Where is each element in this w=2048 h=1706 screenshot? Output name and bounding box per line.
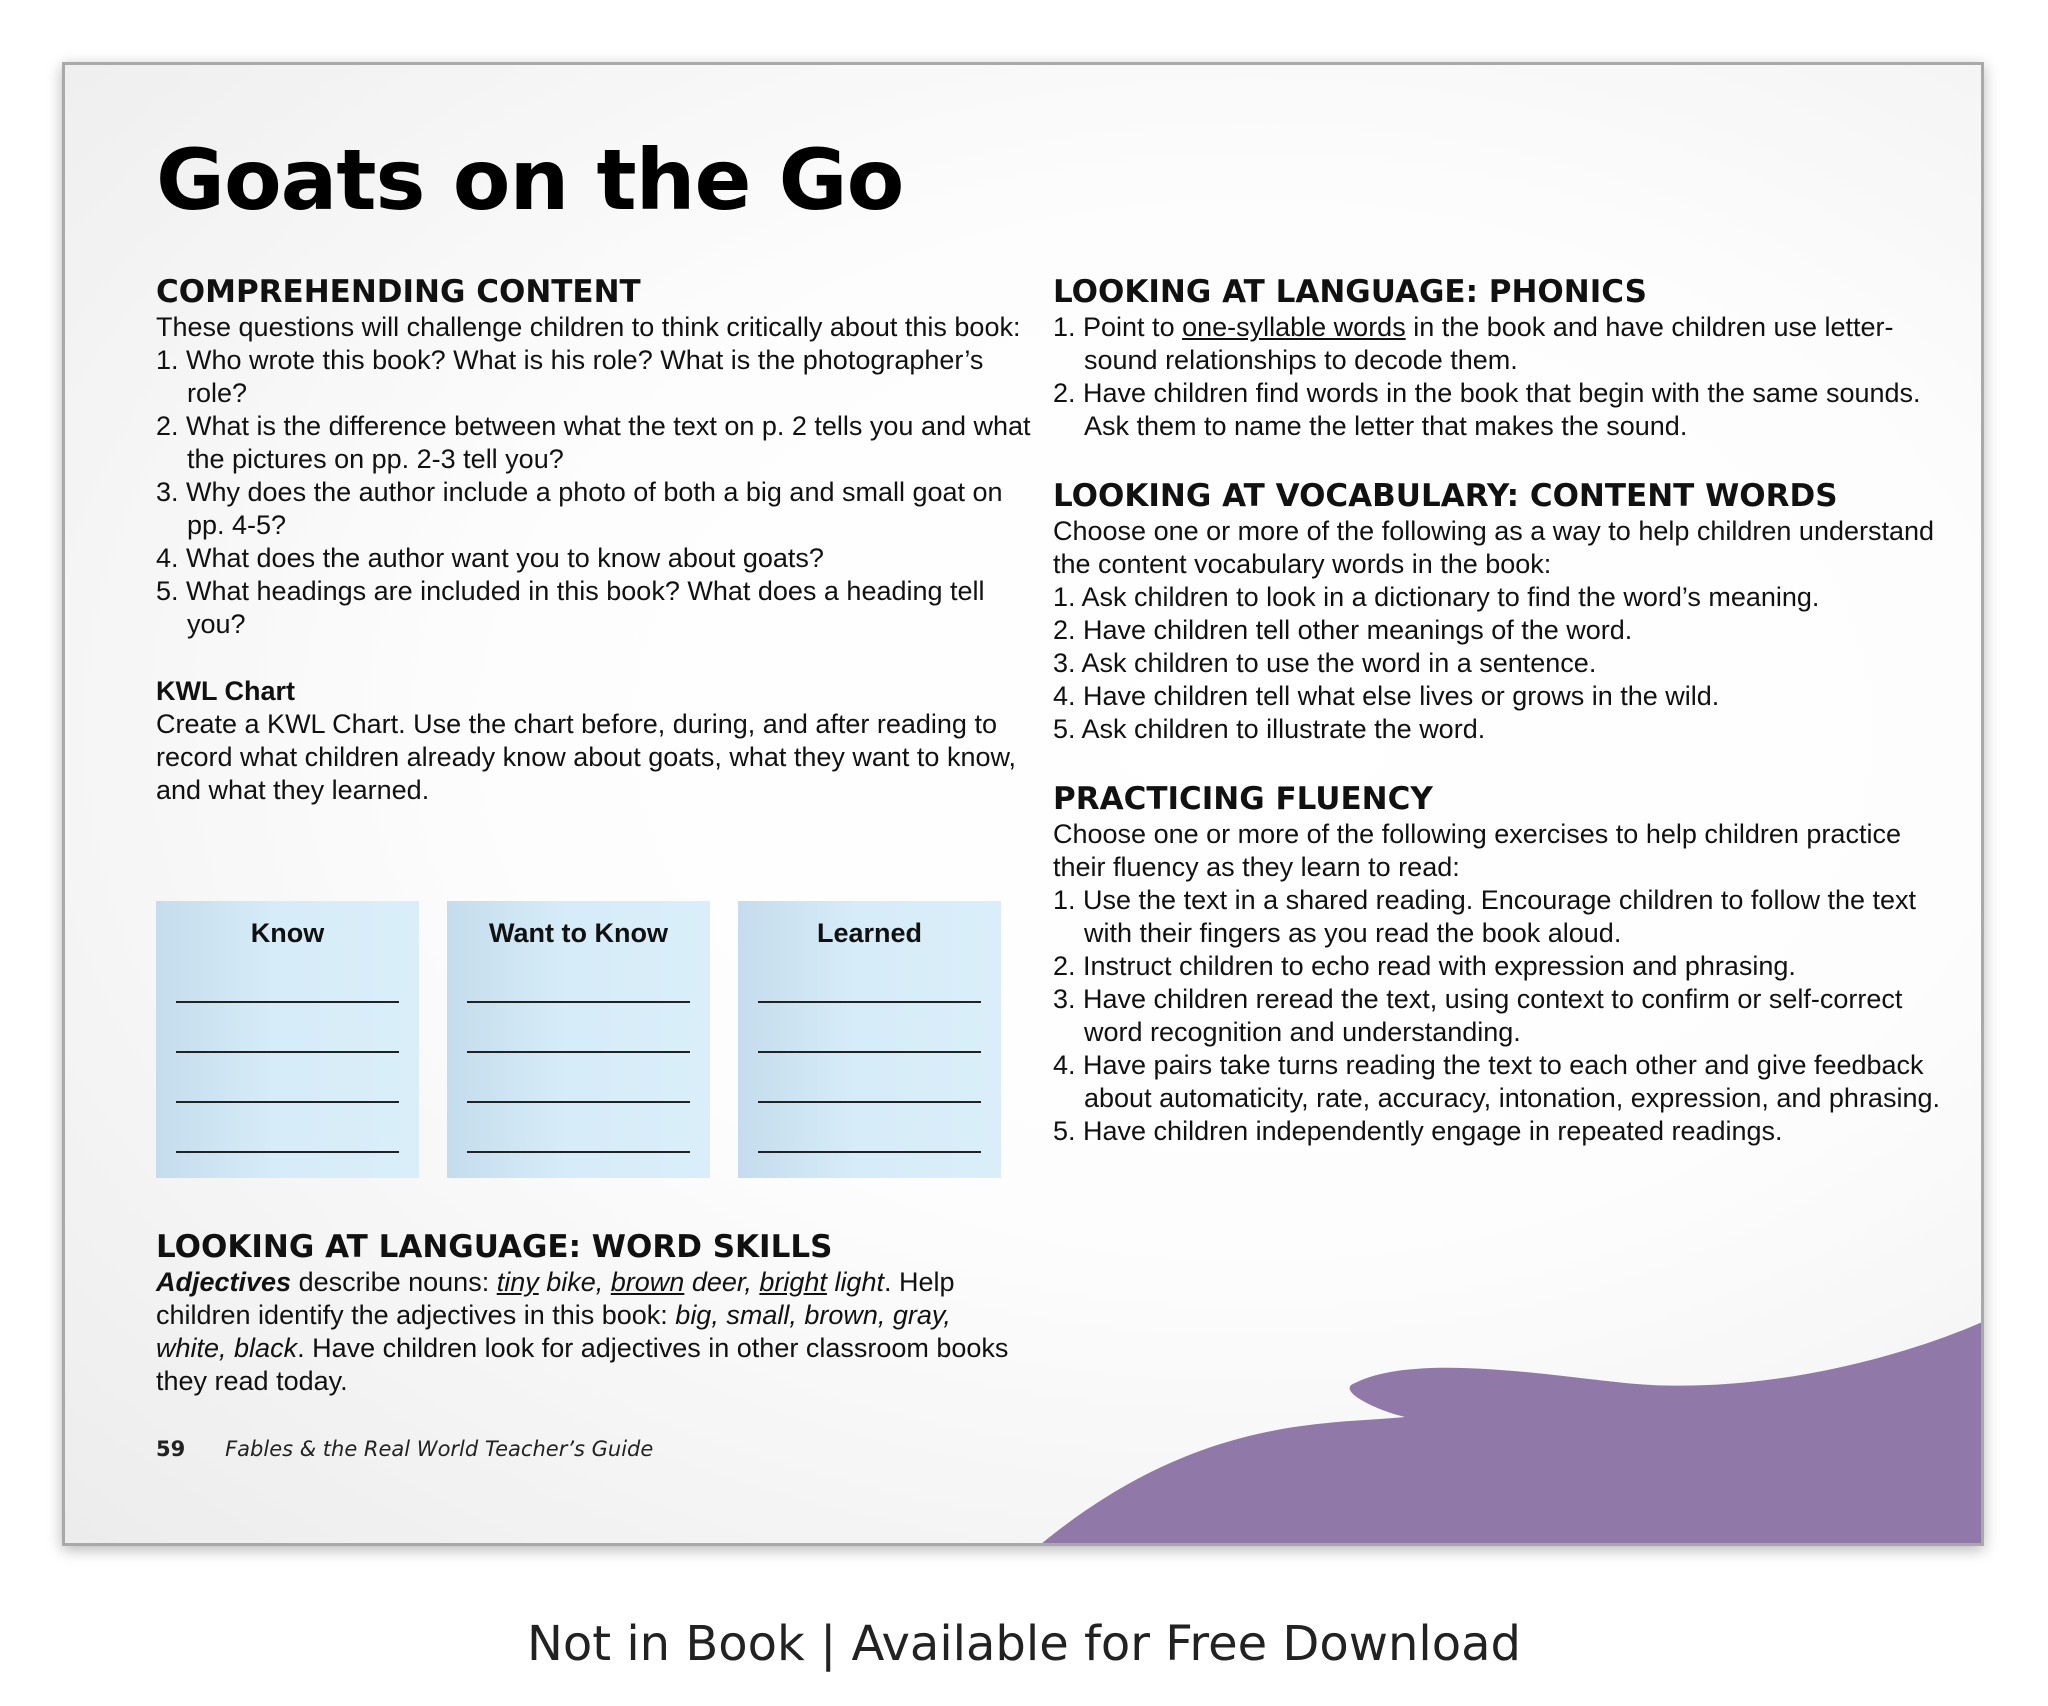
fluency-intro: Choose one or more of the following exercises to help children practice their fluency as they learn to read: bbox=[1053, 819, 1901, 882]
example-adjective: bright bbox=[759, 1267, 827, 1297]
word-skills-text bbox=[156, 1266, 1016, 1398]
comprehending-intro: These questions will challenge children to think critically about this book: bbox=[156, 312, 1021, 342]
kwl-learned-column bbox=[738, 901, 1001, 1178]
kwl-write-line bbox=[467, 1053, 690, 1103]
page-title: Goats on the Go bbox=[156, 131, 904, 229]
comprehending-heading: COMPREHENDING CONTENT bbox=[156, 274, 641, 310]
kwl-write-line bbox=[467, 1003, 690, 1053]
list-item: 2. What is the difference between what the text on p. 2 tells you and what the pictures on pp. 2-3 tell you? bbox=[156, 411, 1031, 474]
example-adjective: tiny bbox=[496, 1267, 539, 1297]
list-item: 1. Use the text in a shared reading. Encourage children to follow the text with their fingers as you read the book aloud. bbox=[1053, 885, 1917, 948]
kwl-heading: KWL Chart bbox=[156, 676, 295, 706]
comprehending-section bbox=[156, 273, 1036, 641]
example-noun: bike, bbox=[538, 1267, 611, 1297]
vocabulary-intro: Choose one or more of the following as a way to help children understand the content vocabulary words in the book: bbox=[1053, 516, 1935, 579]
example-noun: light bbox=[826, 1267, 884, 1297]
comprehending-list bbox=[156, 344, 1036, 641]
kwl-write-line bbox=[758, 953, 981, 1003]
adjective-list: big, small, brown, gray, white, black bbox=[156, 1300, 951, 1363]
example-noun: deer, bbox=[684, 1267, 760, 1297]
example-adjective: brown bbox=[610, 1267, 685, 1297]
kwl-write-line bbox=[176, 1103, 399, 1153]
kwl-write-line bbox=[176, 1053, 399, 1103]
list-item: 4. What does the author want you to know about goats? bbox=[156, 543, 824, 573]
kwl-write-line bbox=[176, 1003, 399, 1053]
list-item: 3. Ask children to use the word in a sentence. bbox=[1053, 648, 1597, 678]
list-item: 2. Have children tell other meanings of the word. bbox=[1053, 615, 1633, 645]
kwl-write-line bbox=[758, 1003, 981, 1053]
fluency-list bbox=[1053, 884, 1953, 1148]
kwl-column-header: Know bbox=[250, 918, 325, 948]
list-item: 3. Why does the author include a photo of both a big and small goat on pp. 4-5? bbox=[156, 477, 1003, 540]
kwl-text: Create a KWL Chart. Use the chart before, during, and after reading to record what children already know about goats, what they want to know, and what they learned. bbox=[156, 709, 1016, 805]
kwl-write-line bbox=[758, 1103, 981, 1153]
kwl-section bbox=[156, 675, 1036, 807]
phonics-heading: LOOKING AT LANGUAGE: PHONICS bbox=[1053, 274, 1647, 310]
fluency-section bbox=[1053, 780, 1953, 1148]
download-banner: Not in Book | Available for Free Download bbox=[526, 1616, 1521, 1672]
word-skills-heading: LOOKING AT LANGUAGE: WORD SKILLS bbox=[156, 1229, 833, 1265]
kwl-write-line bbox=[176, 953, 399, 1003]
one-syllable-words-link: one-syllable words bbox=[1182, 312, 1406, 342]
list-item: 2. Instruct children to echo read with expression and phrasing. bbox=[1053, 951, 1796, 981]
kwl-column-header: Want to Know bbox=[489, 918, 668, 948]
page-number: 59 bbox=[156, 1437, 186, 1461]
left-column bbox=[156, 273, 1036, 807]
vocabulary-heading: LOOKING AT VOCABULARY: CONTENT WORDS bbox=[1053, 478, 1838, 514]
kwl-column-header: Learned bbox=[816, 918, 923, 948]
phonics-section bbox=[1053, 273, 1953, 443]
text-run: . Help children identify the adjectives in this book: bbox=[156, 1267, 955, 1330]
guide-page bbox=[62, 62, 1984, 1546]
fluency-heading: PRACTICING FLUENCY bbox=[1053, 781, 1433, 817]
vocabulary-list bbox=[1053, 581, 1953, 746]
phonics-list bbox=[1053, 311, 1953, 443]
list-item: 2. Have children find words in the book that begin with the same sounds. Ask them to name the letter that makes the sound. bbox=[1053, 378, 1921, 441]
list-item: 5. Have children independently engage in repeated readings. bbox=[1053, 1116, 1783, 1146]
text-run: in the book and have children use letter-sound relationships to decode them. bbox=[1084, 312, 1894, 375]
text-run: . Have children look for adjectives in other classroom books they read today. bbox=[156, 1333, 1009, 1396]
right-column bbox=[1053, 273, 1953, 1148]
kwl-want-column bbox=[447, 901, 710, 1178]
vocabulary-section bbox=[1053, 477, 1953, 746]
list-item: 4. Have pairs take turns reading the text to each other and give feedback about automaticity, rate, accuracy, intonation, expression, and phrasing. bbox=[1053, 1050, 1940, 1113]
list-item: 3. Have children reread the text, using context to confirm or self-correct word recognition and understanding. bbox=[1053, 984, 1903, 1047]
list-item: 4. Have children tell what else lives or grows in the wild. bbox=[1053, 681, 1720, 711]
adjectives-term: Adjectives bbox=[156, 1267, 292, 1297]
kwl-write-line bbox=[467, 1103, 690, 1153]
kwl-chart bbox=[156, 901, 1001, 1178]
page-footer bbox=[156, 1437, 653, 1462]
text-run: 1. Point to bbox=[1053, 312, 1183, 342]
kwl-write-line bbox=[758, 1053, 981, 1103]
list-item: 5. What headings are included in this book? What does a heading tell you? bbox=[156, 576, 985, 639]
list-item bbox=[1053, 311, 1953, 377]
list-item: 5. Ask children to illustrate the word. bbox=[1053, 714, 1486, 744]
list-item: 1. Who wrote this book? What is his role? What is the photographer’s role? bbox=[156, 345, 984, 408]
kwl-write-line bbox=[467, 953, 690, 1003]
word-skills-section bbox=[156, 1228, 1016, 1398]
guide-title: Fables & the Real World Teacher’s Guide bbox=[225, 1437, 654, 1461]
kwl-know-column bbox=[156, 901, 419, 1178]
text-run: describe nouns: bbox=[291, 1267, 497, 1297]
list-item: 1. Ask children to look in a dictionary to find the word’s meaning. bbox=[1053, 582, 1820, 612]
